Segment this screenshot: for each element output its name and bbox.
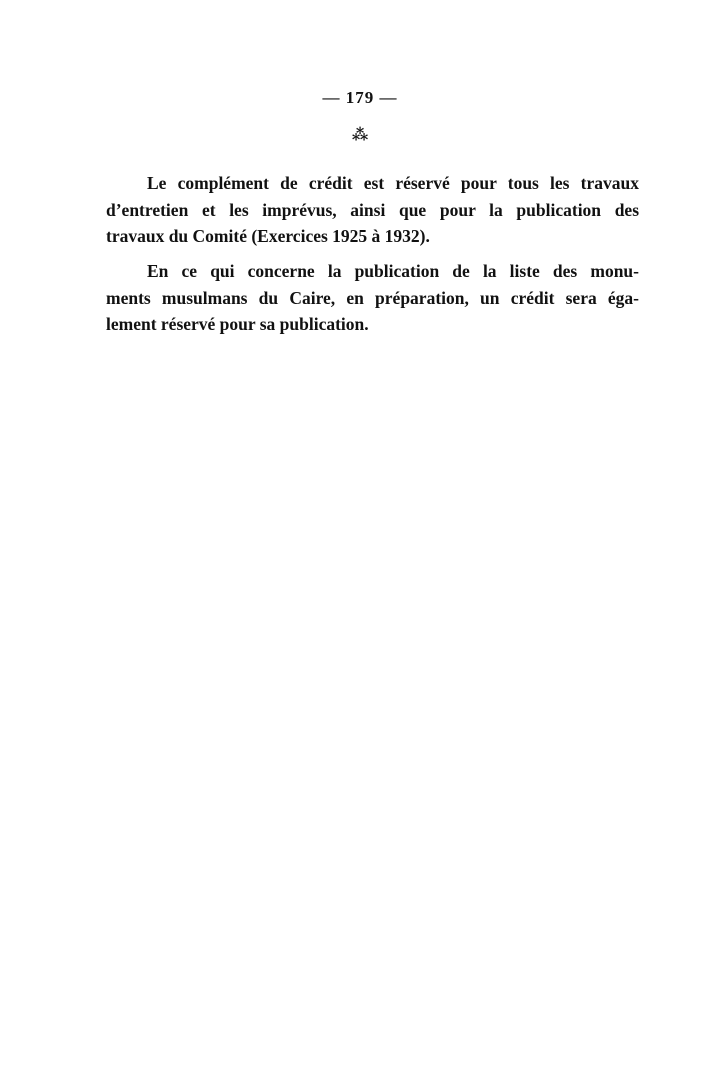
paragraph-line: travaux du Comité (Exercices 1925 à 1932). xyxy=(106,226,430,246)
paragraph-line: Le complément de crédit est réservé pour tous les travaux xyxy=(147,173,639,193)
paragraph-monuments-list xyxy=(106,258,639,338)
paragraph-line: ments musulmans du Caire, en préparation, un crédit sera éga- xyxy=(106,287,639,308)
paragraph-line: lement réservé pour sa publication. xyxy=(106,314,369,334)
paragraph-line: En ce qui concerne la publication de la liste des monu- xyxy=(147,261,639,281)
paragraph-credit-complement xyxy=(106,170,639,250)
page-number: — 179 — xyxy=(322,88,398,107)
paragraph-line: d’entretien et les imprévus, ainsi que pour la publication des xyxy=(106,199,639,220)
section-separator: ⁂ xyxy=(351,127,369,144)
